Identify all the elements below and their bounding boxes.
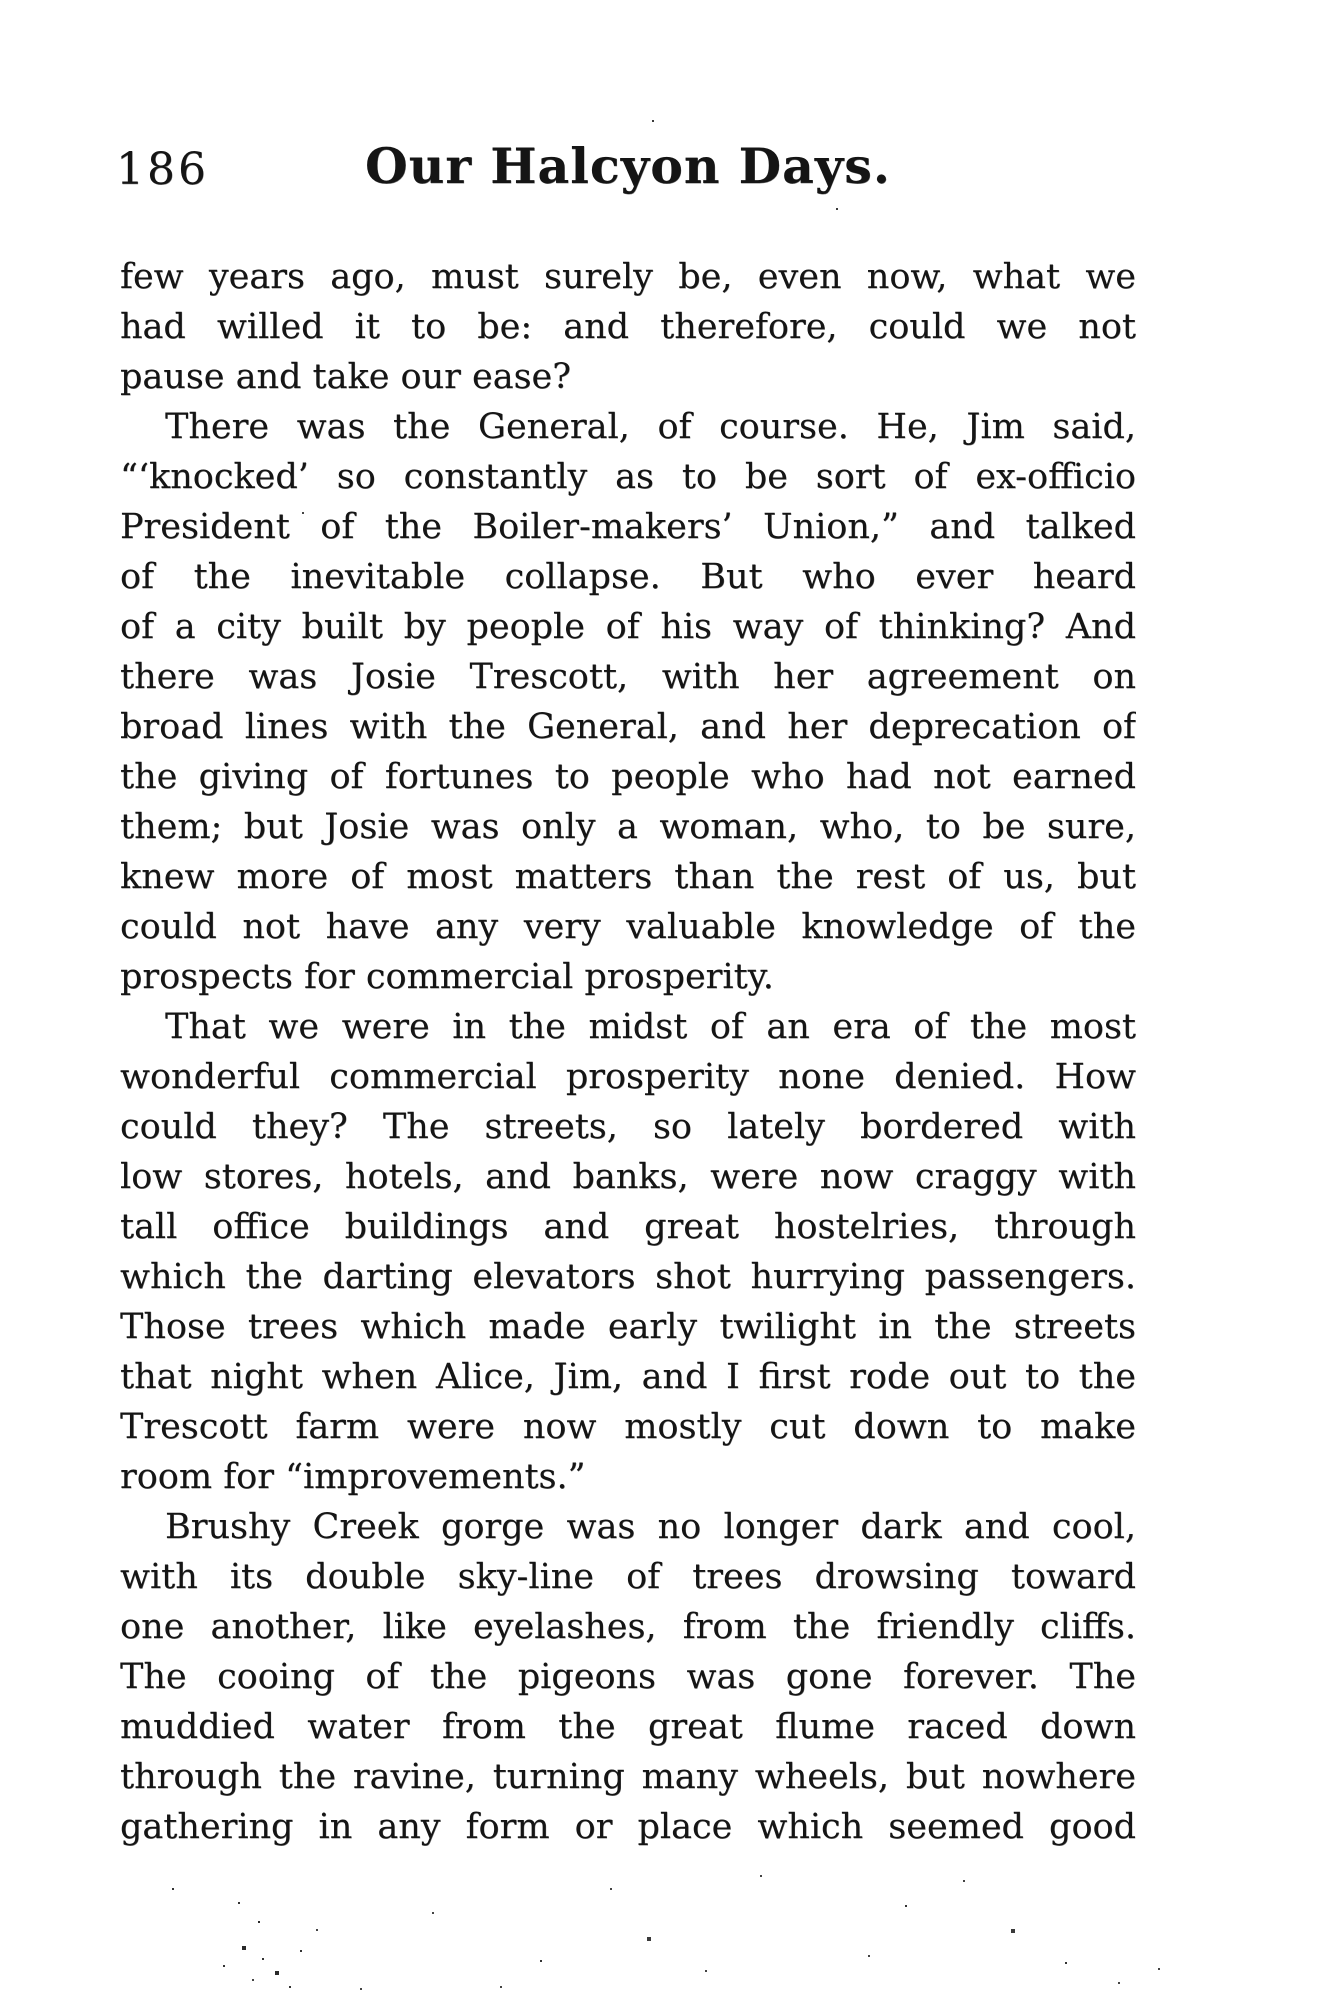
text-line: prospects for commercial prosperity. bbox=[120, 957, 774, 997]
text-line: low stores, hotels, and banks, were now craggy with bbox=[120, 1157, 1136, 1197]
text-line: which the darting elevators shot hurrying passengers. bbox=[120, 1257, 1136, 1297]
text-line: There was the General, of course. He, Jim said, bbox=[165, 407, 1136, 447]
text-line: tall office buildings and great hostelries, through bbox=[120, 1207, 1136, 1247]
text-block bbox=[120, 252, 1136, 1852]
scan-noise-speckles bbox=[0, 0, 2, 2]
text-line: Brushy Creek gorge was no longer dark and cool, bbox=[165, 1507, 1136, 1547]
text-line: them; but Josie was only a woman, who, to be sure, bbox=[120, 807, 1136, 847]
text-line: few years ago, must surely be, even now, what we bbox=[120, 257, 1136, 297]
text-line: there was Josie Trescott, with her agreement on bbox=[120, 657, 1136, 697]
page-header bbox=[116, 137, 1136, 198]
text-line: through the ravine, turning many wheels, but nowhere bbox=[120, 1757, 1136, 1797]
text-line: muddied water from the great flume raced down bbox=[120, 1707, 1136, 1747]
page-number: 186 bbox=[116, 144, 209, 195]
text-line: could they? The streets, so lately bordered with bbox=[120, 1107, 1136, 1147]
running-title: Our Halcyon Days. bbox=[365, 137, 891, 195]
text-line: with its double sky-line of trees drowsing toward bbox=[120, 1557, 1136, 1597]
text-line: wonderful commercial prosperity none denied. How bbox=[120, 1057, 1136, 1097]
text-line: broad lines with the General, and her deprecation of bbox=[120, 707, 1136, 747]
text-line: one another, like eyelashes, from the friendly cliffs. bbox=[120, 1607, 1136, 1647]
text-line: That we were in the midst of an era of the most bbox=[165, 1007, 1136, 1047]
text-line: of the inevitable collapse. But who ever heard bbox=[120, 557, 1136, 597]
text-line: Trescott farm were now mostly cut down to make bbox=[120, 1407, 1136, 1447]
text-line: the giving of fortunes to people who had not earned bbox=[120, 757, 1136, 797]
text-line: could not have any very valuable knowledge of the bbox=[120, 907, 1136, 947]
text-line: gathering in any form or place which seemed good bbox=[120, 1807, 1136, 1847]
text-line: The cooing of the pigeons was gone forever. The bbox=[120, 1657, 1136, 1697]
text-line: Those trees which made early twilight in the streets bbox=[120, 1307, 1136, 1347]
text-line: room for “improvements.” bbox=[120, 1457, 586, 1497]
text-line: “‘knocked’ so constantly as to be sort of ex-officio bbox=[120, 457, 1136, 497]
text-line: that night when Alice, Jim, and I first rode out to the bbox=[120, 1357, 1136, 1397]
text-line: had willed it to be: and therefore, could we not bbox=[120, 307, 1136, 347]
text-line: President of the Boiler-makers’ Union,” and talked bbox=[120, 507, 1136, 547]
text-line: pause and take our ease? bbox=[120, 357, 572, 397]
text-line: of a city built by people of his way of thinking? And bbox=[120, 607, 1136, 647]
text-line: knew more of most matters than the rest of us, but bbox=[120, 857, 1136, 897]
